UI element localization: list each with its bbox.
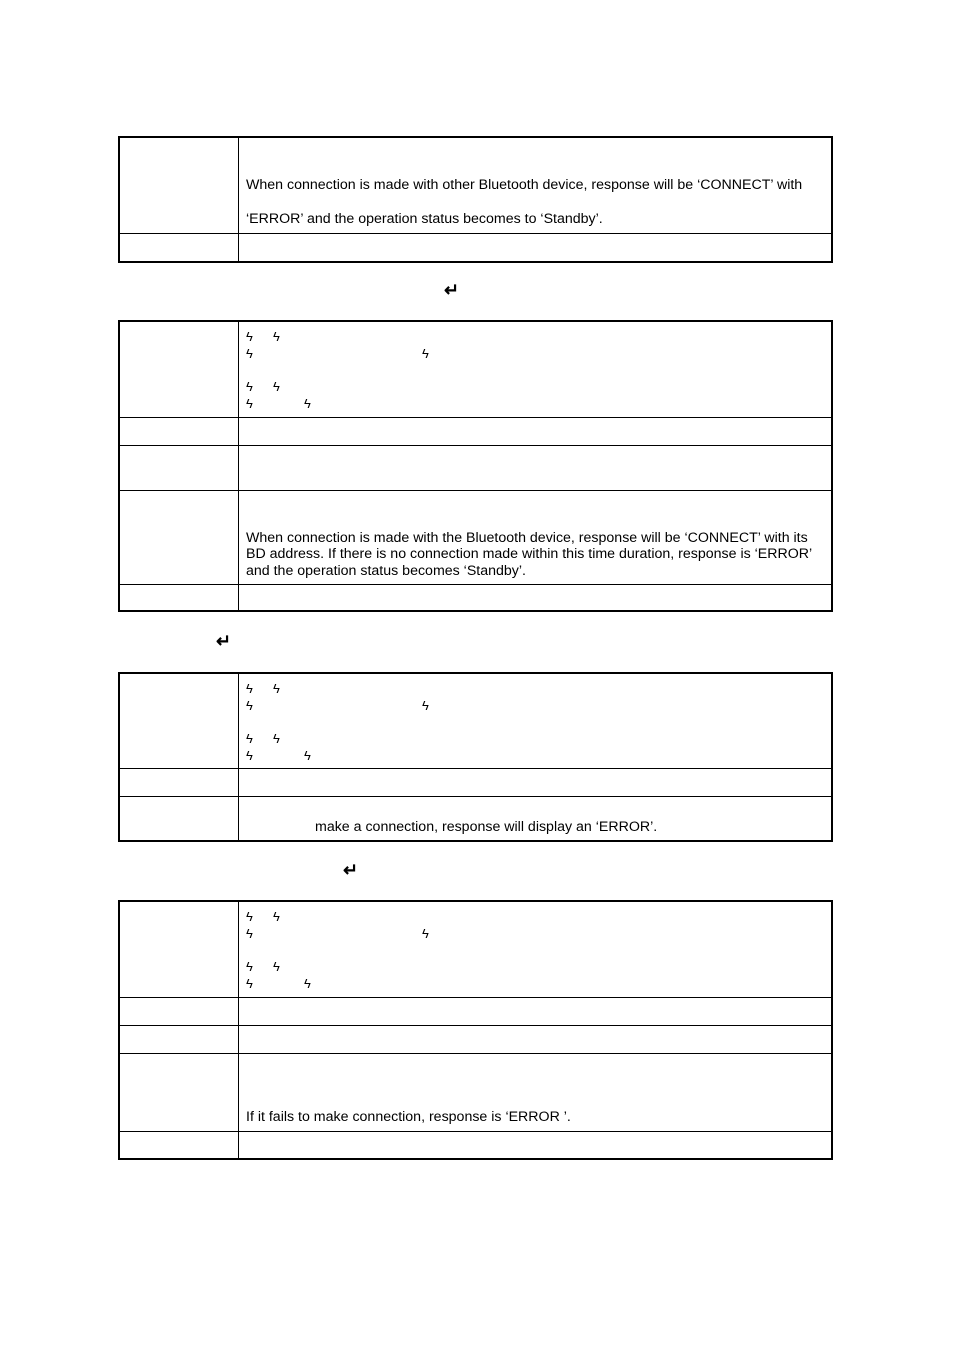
bolt-icon: ϟ (273, 731, 280, 746)
table-1-row-empty (120, 233, 831, 261)
label-cell (120, 1026, 239, 1053)
label-cell (120, 674, 239, 768)
enter-key-icon: ↵ (216, 631, 232, 651)
table-3 (118, 672, 833, 842)
table-3-row-description (120, 796, 831, 840)
bolt-icon: ϟ (246, 959, 253, 974)
value-cell (239, 902, 831, 997)
value-cell (239, 234, 831, 261)
value-cell (239, 446, 831, 490)
table-4-row-description (120, 1053, 831, 1131)
bolt-icon: ϟ (273, 379, 280, 394)
bolt-icon: ϟ (304, 748, 311, 763)
value-cell (239, 138, 831, 233)
bolt-icon: ϟ (246, 346, 253, 361)
bolt-icon: ϟ (304, 396, 311, 411)
label-cell (120, 446, 239, 490)
label-cell (120, 1132, 239, 1158)
bolt-icon: ϟ (422, 346, 429, 361)
table-3-row-syntax (120, 674, 831, 768)
label-cell (120, 902, 239, 997)
value-cell (239, 674, 831, 768)
description-line: ‘ERROR’ and the operation status becomes to ‘Standby’. (246, 211, 603, 227)
table-4-row-syntax (120, 902, 831, 997)
bolt-icon: ϟ (246, 698, 253, 713)
enter-key-icon: ↵ (444, 280, 460, 300)
label-cell (120, 585, 239, 610)
bolt-icon: ϟ (246, 909, 253, 924)
table-2-row-syntax (120, 322, 831, 417)
bolt-icon: ϟ (422, 698, 429, 713)
description-line: When connection is made with other Bluetooth device, response will be ‘CONNECT’ with (246, 177, 803, 193)
table-1-row-description (120, 138, 831, 233)
table-2-row-description (120, 490, 831, 584)
enter-key-icon: ↵ (343, 860, 359, 880)
table-1 (118, 136, 833, 263)
bolt-icon: ϟ (273, 681, 280, 696)
bolt-icon: ϟ (246, 731, 253, 746)
value-cell (239, 1026, 831, 1053)
value-cell (239, 322, 831, 417)
bolt-icon: ϟ (246, 396, 253, 411)
table-2-row-empty (120, 584, 831, 610)
label-cell (120, 138, 239, 233)
description-line: and the operation status becomes ‘Standby’. (246, 563, 526, 579)
label-cell (120, 418, 239, 445)
table-2-row-empty (120, 445, 831, 490)
description-line: BD address. If there is no connection made within this time duration, response is ‘ERROR’ (246, 546, 813, 562)
bolt-icon: ϟ (246, 976, 253, 991)
label-cell (120, 491, 239, 584)
table-2 (118, 320, 833, 612)
value-cell (239, 418, 831, 445)
description-line: make a connection, response will display an ‘ERROR’. (315, 819, 658, 835)
bolt-icon: ϟ (246, 748, 253, 763)
value-cell (239, 998, 831, 1025)
bolt-icon: ϟ (246, 926, 253, 941)
bolt-icon: ϟ (246, 379, 253, 394)
description-line: If it fails to make connection, response is ‘ERROR ’. (246, 1109, 571, 1125)
table-2-row-empty (120, 417, 831, 445)
label-cell (120, 769, 239, 796)
value-cell (239, 585, 831, 610)
bolt-icon: ϟ (246, 681, 253, 696)
table-3-row-empty (120, 768, 831, 796)
label-cell (120, 322, 239, 417)
label-cell (120, 1054, 239, 1131)
label-cell (120, 998, 239, 1025)
value-cell (239, 491, 831, 584)
label-cell (120, 797, 239, 840)
table-4 (118, 900, 833, 1160)
bolt-icon: ϟ (273, 909, 280, 924)
table-4-row-empty (120, 997, 831, 1025)
value-cell (239, 1132, 831, 1158)
value-cell (239, 1054, 831, 1131)
table-4-row-empty (120, 1131, 831, 1158)
bolt-icon: ϟ (422, 926, 429, 941)
bolt-icon: ϟ (273, 959, 280, 974)
label-cell (120, 234, 239, 261)
table-4-row-empty (120, 1025, 831, 1053)
value-cell (239, 797, 831, 840)
bolt-icon: ϟ (304, 976, 311, 991)
description-line: When connection is made with the Bluetooth device, response will be ‘CONNECT’ with its (246, 530, 808, 546)
bolt-icon: ϟ (246, 329, 253, 344)
bolt-icon: ϟ (273, 329, 280, 344)
value-cell (239, 769, 831, 796)
